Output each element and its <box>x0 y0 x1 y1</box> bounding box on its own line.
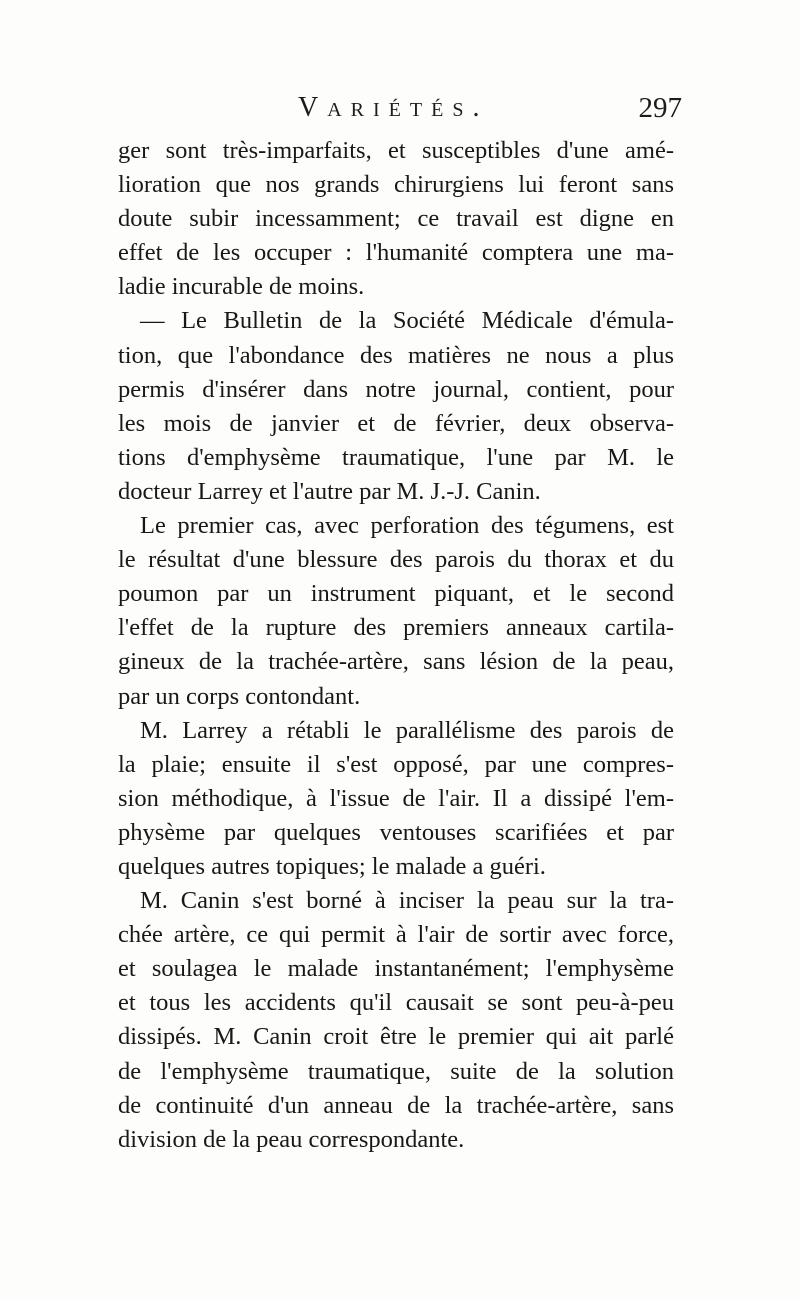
text-line: et tous les accidents qu'il causait se sont peu-à-peu <box>118 989 674 1017</box>
paragraph <box>118 714 674 884</box>
text-line: de l'emphysème traumatique, suite de la solution <box>118 1057 674 1085</box>
text-line: quelques autres topiques; le malade a guéri. <box>118 852 546 880</box>
text-line: ladie incurable de moins. <box>118 273 365 301</box>
text-line: poumon par un instrument piquant, et le second <box>118 580 674 608</box>
text-line: les mois de janvier et de février, deux observa- <box>118 409 674 437</box>
paragraph <box>118 509 674 714</box>
text-line: la plaie; ensuite il s'est opposé, par une compres- <box>118 750 674 778</box>
text-line: docteur Larrey et l'autre par M. J.-J. Canin. <box>118 477 541 505</box>
text-line: par un corps contondant. <box>118 682 361 710</box>
text-line: Le premier cas, avec perforation des tégumens, est <box>140 512 674 540</box>
text-line: division de la peau correspondante. <box>118 1125 465 1153</box>
text-line: — Le Bulletin de la Société Médicale d'émula- <box>140 307 674 335</box>
text-line: M. Larrey a rétabli le parallélisme des parois de <box>140 716 674 744</box>
text-line: permis d'insérer dans notre journal, contient, pour <box>118 375 674 403</box>
text-line: chée artère, ce qui permit à l'air de sortir avec force, <box>118 921 674 949</box>
body-text <box>118 134 674 1157</box>
text-line: tion, que l'abondance des matières ne nous a plus <box>118 341 674 369</box>
text-line: de continuité d'un anneau de la trachée-artère, sans <box>118 1091 674 1119</box>
text-line: effet de les occuper : l'humanité comptera une ma- <box>118 239 674 267</box>
page-number: 297 <box>638 92 682 124</box>
paragraph <box>118 134 674 304</box>
text-line: lioration que nos grands chirurgiens lui feront sans <box>118 171 674 199</box>
text-line: dissipés. M. Canin croit être le premier qui ait parlé <box>118 1023 674 1051</box>
text-line: physème par quelques ventouses scarifiées et par <box>118 818 674 846</box>
running-title: Variétés. <box>298 92 489 123</box>
text-line: ger sont très-imparfaits, et susceptibles d'une amé- <box>118 137 674 164</box>
text-line: gineux de la trachée-artère, sans lésion de la peau, <box>118 648 674 676</box>
paragraph <box>118 304 674 509</box>
text-line: et soulagea le malade instantanément; l'emphysème <box>118 955 674 983</box>
paragraph <box>118 884 674 1157</box>
text-line: doute subir incessamment; ce travail est digne en <box>118 205 674 233</box>
text-line: tions d'emphysème traumatique, l'une par M. le <box>118 443 674 471</box>
text-line: le résultat d'une blessure des parois du thorax et du <box>118 546 674 574</box>
text-line: M. Canin s'est borné à inciser la peau sur la tra- <box>140 887 674 915</box>
text-line: sion méthodique, à l'issue de l'air. Il a dissipé l'em- <box>118 784 674 812</box>
text-line: l'effet de la rupture des premiers anneaux cartila- <box>118 614 674 642</box>
page-header <box>118 92 690 132</box>
